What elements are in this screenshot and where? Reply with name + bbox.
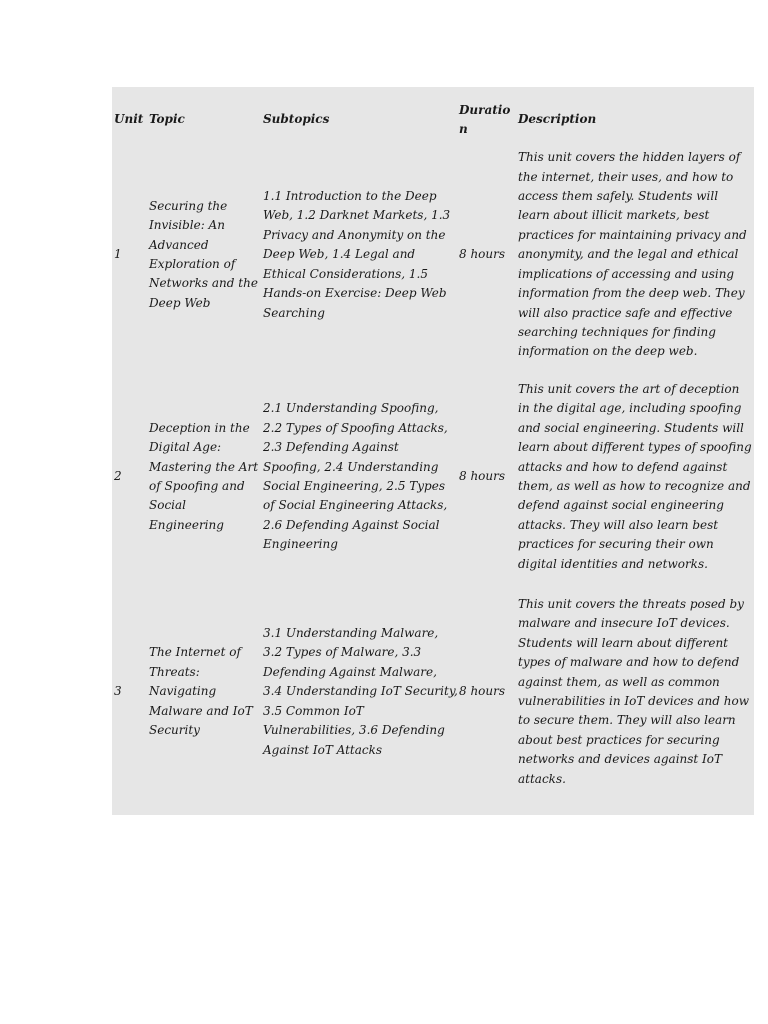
unit-subtopics: 3.1 Understanding Malware, 3.2 Types of Malware, 3.3 Defending Against Malware, 3.4 Understanding IoT Security, 3.5 Common IoT Vulnerabilities, 3.6 Defending Against IoT Attacks <box>263 626 458 757</box>
header-description: Description <box>518 112 597 127</box>
unit-duration: 8 hours <box>459 684 506 699</box>
table-row <box>114 584 752 800</box>
header-topic: Topic <box>149 112 185 127</box>
header-unit: Unit <box>114 112 144 127</box>
table-row <box>114 370 752 584</box>
table-body <box>114 140 752 800</box>
unit-number: 3 <box>114 684 122 699</box>
unit-number: 1 <box>114 247 122 262</box>
unit-duration: 8 hours <box>459 469 506 484</box>
unit-topic: Securing the Invisible: An Advanced Exploration of Networks and the Deep Web <box>149 198 258 310</box>
table-header <box>114 100 752 140</box>
unit-topic: The Internet of Threats: Navigating Malware and IoT Security <box>149 645 253 738</box>
header-row <box>114 100 752 140</box>
unit-subtopics: 1.1 Introduction to the Deep Web, 1.2 Darknet Markets, 1.3 Privacy and Anonymity on the Deep Web, 1.4 Legal and Ethical Considerations, 1.5 Hands-on Exercise: Deep Web Searching <box>263 189 451 320</box>
unit-subtopics: 2.1 Understanding Spoofing, 2.2 Types of Spoofing Attacks, 2.3 Defending Against Spoofing, 2.4 Understanding Social Engineering, 2.5 Types of Social Engineering Attacks, 2.6 Defending Against Social Engineering <box>263 401 448 552</box>
unit-topic: Deception in the Digital Age: Mastering the Art of Spoofing and Social Engineering <box>149 420 259 532</box>
table-row <box>114 140 752 370</box>
header-subtopics: Subtopics <box>263 112 330 127</box>
unit-description: This unit covers the threats posed by malware and insecure IoT devices. Students will learn about different types of malware and how to defend against them, as well as common vulnerabilities in IoT devices and how to secure them. They will also learn about best practices for securing networks and devices against IoT attacks. <box>518 596 749 786</box>
unit-number: 2 <box>114 469 122 484</box>
unit-duration: 8 hours <box>459 247 506 262</box>
header-duration: Duration <box>459 102 511 136</box>
course-units-table <box>114 100 752 800</box>
unit-description: This unit covers the art of deception in the digital age, including spoofing and social engineering. Students will learn about different types of spoofing attacks and how to defend against them, as well as how to recognize and defend against social engineering attacks. They will also learn best practices for securing their own digital identities and networks. <box>518 381 752 571</box>
unit-description: This unit covers the hidden layers of the internet, their uses, and how to access them safely. Students will learn about illicit markets, best practices for maintaining privacy and anonymity, and the legal and ethical implications of accessing and using information from the deep web. They will also practice safe and effective searching techniques for finding information on the deep web. <box>518 150 747 359</box>
